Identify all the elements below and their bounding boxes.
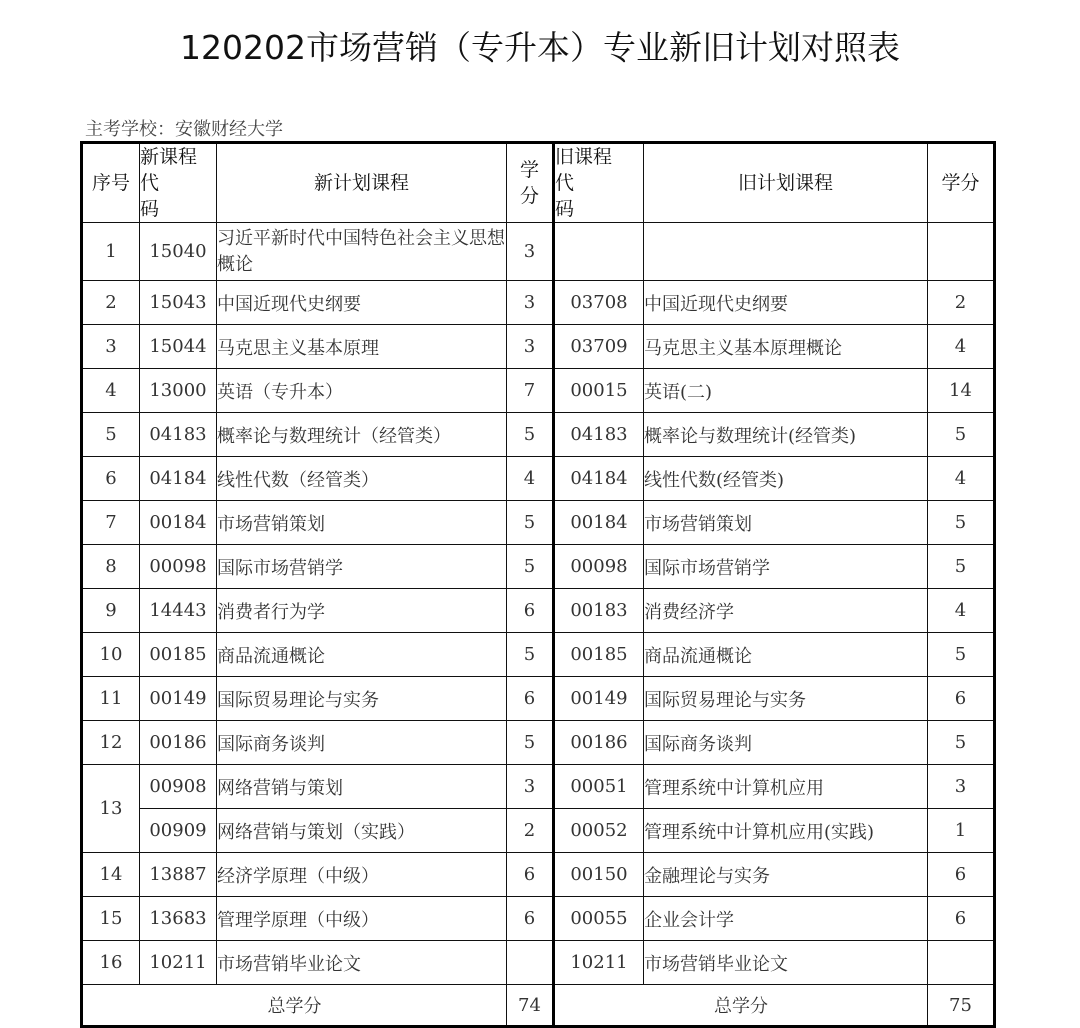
row-seq: 5 (82, 413, 140, 457)
row-old-course: 商品流通概论 (644, 633, 928, 677)
row-new-code: 00908 (140, 765, 217, 809)
row-old-course: 管理系统中计算机应用 (644, 765, 928, 809)
row-new-code: 14443 (140, 589, 217, 633)
row-new-course: 管理学原理（中级） (217, 897, 507, 941)
row-seq: 3 (82, 325, 140, 369)
row-old-course: 中国近现代史纲要 (644, 281, 928, 325)
header-new-credit-line1: 学 (519, 159, 539, 181)
table-row (82, 633, 995, 677)
header-old-code-line1: 旧课程 (555, 146, 613, 168)
row-new-course: 商品流通概论 (217, 633, 507, 677)
table-row (82, 369, 995, 413)
page-title: 120202市场营销（专升本）专业新旧计划对照表 (180, 28, 900, 67)
row-old-credit: 14 (928, 369, 995, 413)
row-old-credit: 6 (928, 897, 995, 941)
row-old-credit: 2 (928, 281, 995, 325)
row-old-code: 00186 (554, 721, 644, 765)
row-old-course: 国际商务谈判 (644, 721, 928, 765)
row-new-course: 马克思主义基本原理 (217, 325, 507, 369)
row-new-code: 15044 (140, 325, 217, 369)
row-old-credit: 5 (928, 413, 995, 457)
row-old-code: 00185 (554, 633, 644, 677)
row-new-credit: 5 (507, 501, 554, 545)
row-new-course: 线性代数（经管类） (217, 457, 507, 501)
table-row (82, 325, 995, 369)
header-new-code-line1: 新课程 (140, 146, 198, 168)
row-new-credit: 6 (507, 677, 554, 721)
table-row (82, 457, 995, 501)
row-seq: 9 (82, 589, 140, 633)
row-old-course: 管理系统中计算机应用(实践) (644, 809, 928, 853)
header-old-course: 旧计划课程 (644, 143, 928, 223)
row-new-credit: 3 (507, 281, 554, 325)
row-seq: 16 (82, 941, 140, 985)
row-old-credit (928, 941, 995, 985)
row-new-code: 00149 (140, 677, 217, 721)
row-old-credit: 6 (928, 677, 995, 721)
header-new-code-line2: 代 码 (140, 172, 178, 220)
row-new-code: 00098 (140, 545, 217, 589)
row-old-course: 消费经济学 (644, 589, 928, 633)
header-old-code-line2: 代 码 (555, 172, 593, 220)
row-new-code: 00184 (140, 501, 217, 545)
row-new-code: 00186 (140, 721, 217, 765)
row-old-code: 00150 (554, 853, 644, 897)
table-row (82, 721, 995, 765)
row-new-credit: 5 (507, 633, 554, 677)
row-new-course: 国际贸易理论与实务 (217, 677, 507, 721)
row-seq: 1 (82, 223, 140, 281)
row-old-code: 03709 (554, 325, 644, 369)
row-new-course: 习近平新时代中国特色社会主义思想概论 (217, 223, 507, 281)
table-row (82, 545, 995, 589)
row-new-credit: 7 (507, 369, 554, 413)
row-old-course: 概率论与数理统计(经管类) (644, 413, 928, 457)
row-old-code: 03708 (554, 281, 644, 325)
table-row (82, 501, 995, 545)
row-old-credit: 3 (928, 765, 995, 809)
row-old-code (554, 223, 644, 281)
table-row (82, 589, 995, 633)
row-new-credit: 3 (507, 765, 554, 809)
row-new-credit: 4 (507, 457, 554, 501)
row-new-credit (507, 941, 554, 985)
row-old-credit: 6 (928, 853, 995, 897)
table-row (82, 677, 995, 721)
row-seq: 14 (82, 853, 140, 897)
row-new-course: 国际市场营销学 (217, 545, 507, 589)
exam-school-label: 主考学校：安徽财经大学 (85, 119, 283, 140)
row-old-credit: 5 (928, 545, 995, 589)
row-old-code: 10211 (554, 941, 644, 985)
row-new-course: 经济学原理（中级） (217, 853, 507, 897)
row-old-course: 市场营销毕业论文 (644, 941, 928, 985)
table-row (82, 809, 995, 853)
row-new-course: 国际商务谈判 (217, 721, 507, 765)
row-new-course: 概率论与数理统计（经管类） (217, 413, 507, 457)
row-seq: 15 (82, 897, 140, 941)
table-row (82, 897, 995, 941)
row-old-credit (928, 223, 995, 281)
row-new-credit: 5 (507, 413, 554, 457)
row-new-credit: 3 (507, 223, 554, 281)
row-new-course: 消费者行为学 (217, 589, 507, 633)
table-row (82, 941, 995, 985)
row-old-credit: 5 (928, 633, 995, 677)
row-old-code: 00055 (554, 897, 644, 941)
row-old-course: 英语(二) (644, 369, 928, 413)
row-seq: 13 (82, 765, 140, 853)
row-new-course: 中国近现代史纲要 (217, 281, 507, 325)
header-old-code (554, 143, 644, 223)
table-row (82, 281, 995, 325)
row-new-course: 网络营销与策划 (217, 765, 507, 809)
row-new-code: 10211 (140, 941, 217, 985)
header-new-course: 新计划课程 (217, 143, 507, 223)
row-seq: 6 (82, 457, 140, 501)
row-new-course: 市场营销策划 (217, 501, 507, 545)
row-old-course: 市场营销策划 (644, 501, 928, 545)
row-old-code: 04183 (554, 413, 644, 457)
row-old-code: 00015 (554, 369, 644, 413)
table-row (82, 853, 995, 897)
row-new-code: 15043 (140, 281, 217, 325)
row-seq: 10 (82, 633, 140, 677)
row-new-credit: 2 (507, 809, 554, 853)
row-new-credit: 6 (507, 853, 554, 897)
row-old-code: 00098 (554, 545, 644, 589)
row-new-code: 13683 (140, 897, 217, 941)
row-seq: 8 (82, 545, 140, 589)
row-new-code: 04184 (140, 457, 217, 501)
row-new-credit: 5 (507, 545, 554, 589)
row-seq: 11 (82, 677, 140, 721)
row-old-code: 00149 (554, 677, 644, 721)
row-old-credit: 1 (928, 809, 995, 853)
header-new-code (140, 143, 217, 223)
row-old-course (644, 223, 928, 281)
row-new-code: 15040 (140, 223, 217, 281)
row-new-credit: 6 (507, 589, 554, 633)
row-old-credit: 4 (928, 589, 995, 633)
row-old-course: 线性代数(经管类) (644, 457, 928, 501)
row-old-code: 04184 (554, 457, 644, 501)
new-total-label: 总学分 (82, 985, 507, 1027)
row-new-course: 市场营销毕业论文 (217, 941, 507, 985)
old-total-credits: 75 (928, 985, 995, 1027)
row-seq: 4 (82, 369, 140, 413)
header-old-credit: 学分 (928, 143, 995, 223)
row-old-code: 00183 (554, 589, 644, 633)
row-new-course: 网络营销与策划（实践） (217, 809, 507, 853)
totals-row (82, 985, 995, 1027)
row-new-code: 00185 (140, 633, 217, 677)
new-total-credits: 74 (507, 985, 554, 1027)
row-old-credit: 4 (928, 325, 995, 369)
row-seq: 2 (82, 281, 140, 325)
header-seq: 序号 (82, 143, 140, 223)
table-row (82, 223, 995, 281)
row-seq: 7 (82, 501, 140, 545)
table-row (82, 765, 995, 809)
row-old-course: 金融理论与实务 (644, 853, 928, 897)
header-row (82, 143, 995, 223)
row-new-credit: 5 (507, 721, 554, 765)
row-old-course: 马克思主义基本原理概论 (644, 325, 928, 369)
old-total-label: 总学分 (554, 985, 928, 1027)
row-old-code: 00051 (554, 765, 644, 809)
row-old-credit: 5 (928, 721, 995, 765)
row-new-code: 13887 (140, 853, 217, 897)
row-new-code: 13000 (140, 369, 217, 413)
curriculum-comparison-table (80, 141, 996, 1028)
row-old-credit: 4 (928, 457, 995, 501)
row-new-credit: 3 (507, 325, 554, 369)
row-seq: 12 (82, 721, 140, 765)
row-old-course: 企业会计学 (644, 897, 928, 941)
row-new-credit: 6 (507, 897, 554, 941)
row-new-code: 00909 (140, 809, 217, 853)
row-old-course: 国际贸易理论与实务 (644, 677, 928, 721)
row-old-code: 00184 (554, 501, 644, 545)
row-old-course: 国际市场营销学 (644, 545, 928, 589)
row-new-code: 04183 (140, 413, 217, 457)
row-old-code: 00052 (554, 809, 644, 853)
header-new-credit-line2: 分 (519, 185, 539, 207)
row-old-credit: 5 (928, 501, 995, 545)
row-new-course: 英语（专升本） (217, 369, 507, 413)
header-new-credit (507, 143, 554, 223)
table-row (82, 413, 995, 457)
